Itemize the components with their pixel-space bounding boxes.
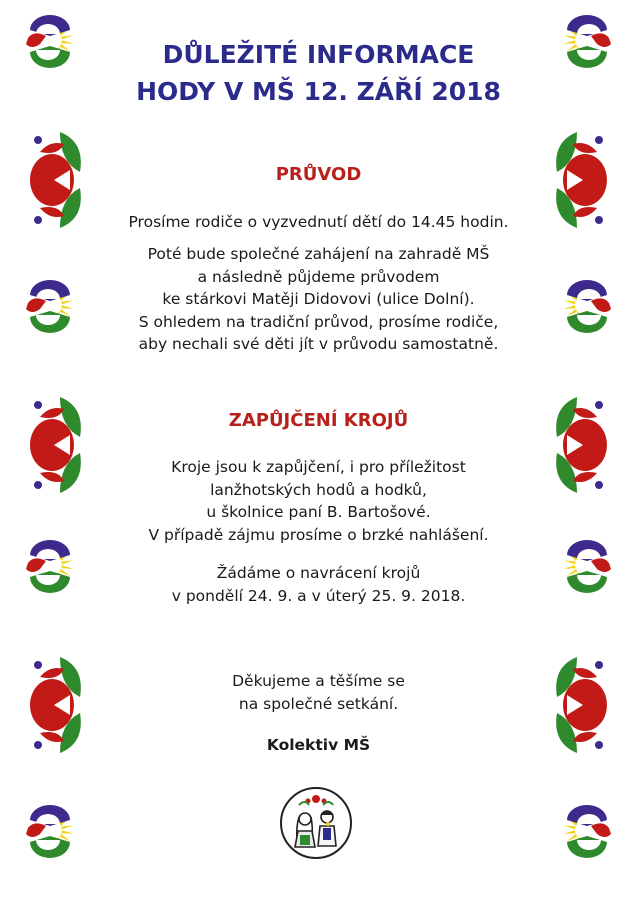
red-petal-icon [26,558,46,572]
red-petal-icon [26,298,46,312]
right-folk-ornament-border [551,0,637,899]
small-flower-motif-icon [26,805,74,858]
signature: Kolektiv MŠ [266,736,371,754]
small-flower-motif-icon [563,15,611,68]
red-petal-icon [26,823,46,837]
section-heading-pruvod: PRŮVOD [275,164,362,185]
red-petal-icon [591,558,611,572]
red-petal-icon [591,33,611,47]
section-heading-kroje: ZAPŮJČENÍ KROJŮ [228,410,409,431]
small-flower-motif-icon [563,280,611,333]
small-flower-motif-icon [26,540,74,593]
text-line: Děkujeme a těšíme se [232,672,405,690]
text-line: aby nechali své děti jít v průvodu samostatně. [138,335,499,353]
tulip-motif-icon [30,657,81,753]
left-folk-ornament-border [0,0,86,899]
pickup-time-paragraph: Prosíme rodiče o vyzvednutí dětí do 14.45 hodin. [128,213,509,231]
text-line: Poté bude společné zahájení na zahradě MŠ [147,245,490,263]
small-flower-motif-icon [26,280,74,333]
tulip-motif-icon [30,397,81,493]
kindergarten-logo-icon [279,786,353,860]
text-line: Kroje jsou k zapůjčení, i pro příležitost [171,458,466,476]
costume-return-paragraph [100,562,537,607]
text-line: Žádáme o navrácení krojů [216,564,421,582]
text-line: u školnice paní B. Bartošové. [206,503,431,521]
text-line: na společné setkání. [238,694,399,713]
text-line: lanžhotských hodů a hodků, [210,480,427,499]
text-line: S ohledem na tradiční průvod, prosíme rodiče, [138,312,499,331]
page-title-line-1: DŮLEŽITÉ INFORMACE [162,40,475,69]
tulip-motif-icon [556,132,607,228]
text-line: ke stárkovi Matěji Didovovi (ulice Dolní). [162,290,475,308]
tulip-motif-icon [556,397,607,493]
red-petal-icon [591,298,611,312]
page-title-line-2: HODY V MŠ 12. ZÁŘÍ 2018 [136,77,501,106]
tulip-motif-icon [30,132,81,228]
text-line: V případě zájmu prosíme o brzké nahlášení. [148,525,489,544]
small-flower-motif-icon [563,805,611,858]
closing-paragraph [100,670,537,715]
text-line: v pondělí 24. 9. a v úterý 25. 9. 2018. [171,586,466,605]
costume-loan-paragraph [100,456,537,546]
red-petal-icon [591,823,611,837]
small-flower-motif-icon [563,540,611,593]
tulip-motif-icon [556,657,607,753]
small-flower-motif-icon [26,15,74,68]
parade-paragraph [100,243,537,356]
red-petal-icon [26,33,46,47]
text-line: a následně půjdeme průvodem [197,267,440,286]
